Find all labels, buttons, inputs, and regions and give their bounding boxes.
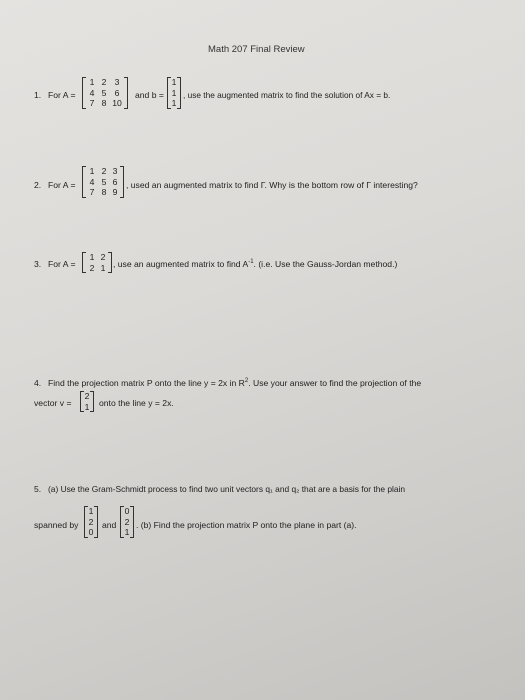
vector-cell: 1: [171, 98, 177, 108]
problem-text-a: , use an augmented matrix to find A: [113, 259, 249, 269]
vector-cell: 1: [88, 506, 94, 516]
matrix-cell: 2: [101, 166, 107, 176]
problem-text: , use the augmented matrix to find the solution of Ax = b.: [183, 90, 391, 100]
matrix-cell: 4: [89, 176, 95, 187]
matrix-cell: 2: [101, 77, 107, 87]
matrix-cell: 3: [112, 166, 118, 176]
matrix-cell: 7: [89, 98, 95, 108]
page-title: Math 207 Final Review: [208, 44, 305, 55]
vector-b: [167, 77, 181, 109]
vector-cell: 1: [171, 87, 177, 98]
matrix-cell: 6: [112, 176, 118, 187]
vector-cell: 2: [88, 516, 94, 527]
problem-text-line-1: (a) Use the Gram-Schmidt process to find two unit vectors q₁ and q₂ that are a basis for the plain: [48, 484, 406, 494]
vector-cell: 2: [124, 516, 130, 527]
problem-lead: For A =: [48, 259, 76, 269]
matrix-cell: 6: [114, 87, 120, 98]
matrix-cell: 10: [112, 98, 122, 108]
problem-number: 3.: [34, 259, 42, 269]
matrix-cell: 1: [89, 77, 95, 87]
problem-text-line-2: onto the line y = 2x.: [99, 398, 174, 408]
matrix-cell: 2: [100, 252, 106, 262]
and-label: and: [102, 520, 117, 530]
problem-text: , used an augmented matrix to find Γ. Why is the bottom row of Γ interesting?: [126, 180, 418, 190]
vector-cell: 2: [84, 391, 90, 401]
problem-number: 1.: [34, 90, 42, 100]
problem-lead: For A =: [48, 180, 76, 190]
problem-number: 4.: [34, 378, 42, 388]
vector-v-label: vector v =: [34, 398, 72, 408]
matrix-a-3x3: [82, 166, 124, 198]
span-vector-2: [120, 506, 134, 538]
matrix-cell: 3: [114, 77, 120, 87]
vector-cell: 1: [171, 77, 177, 87]
matrix-a-2x2: [82, 252, 112, 273]
matrix-cell: 8: [101, 98, 107, 108]
matrix-cell: 7: [89, 187, 95, 197]
matrix-cell: 2: [89, 262, 95, 273]
span-vector-1: [84, 506, 98, 538]
problem-lead: For A =: [48, 90, 76, 100]
problem-number: 2.: [34, 180, 42, 190]
problem-text-b: . (i.e. Use the Gauss-Jordan method.): [253, 259, 398, 269]
matrix-cell: 9: [112, 187, 118, 197]
dimension-superscript: 2: [244, 378, 249, 385]
problem-number: 5.: [34, 484, 42, 494]
matrix-a-3x3: [82, 77, 128, 109]
matrix-cell: 5: [101, 176, 107, 187]
spanned-by-label: spanned by: [34, 520, 79, 530]
matrix-cell: 5: [101, 87, 107, 98]
vector-cell: 1: [84, 401, 90, 412]
matrix-cell: 1: [89, 252, 95, 262]
problem-text: [113, 259, 397, 269]
problem-text-line-1: [48, 378, 421, 388]
matrix-cell: 8: [101, 187, 107, 197]
matrix-cell: 1: [89, 166, 95, 176]
vector-cell: 1: [124, 527, 130, 537]
problem-text-line-2: . (b) Find the projection matrix P onto the plane in part (a).: [136, 520, 357, 530]
vector-v: [80, 391, 94, 412]
matrix-cell: 4: [89, 87, 95, 98]
vector-cell: 0: [124, 506, 130, 516]
line1-a: Find the projection matrix P onto the line y = 2x in R: [48, 378, 245, 388]
and-b-label: and b =: [135, 90, 164, 100]
line1-b: . Use your answer to find the projection of the: [248, 378, 422, 388]
inverse-superscript: -1: [248, 259, 254, 266]
matrix-cell: 1: [100, 262, 106, 273]
vector-cell: 0: [88, 527, 94, 537]
